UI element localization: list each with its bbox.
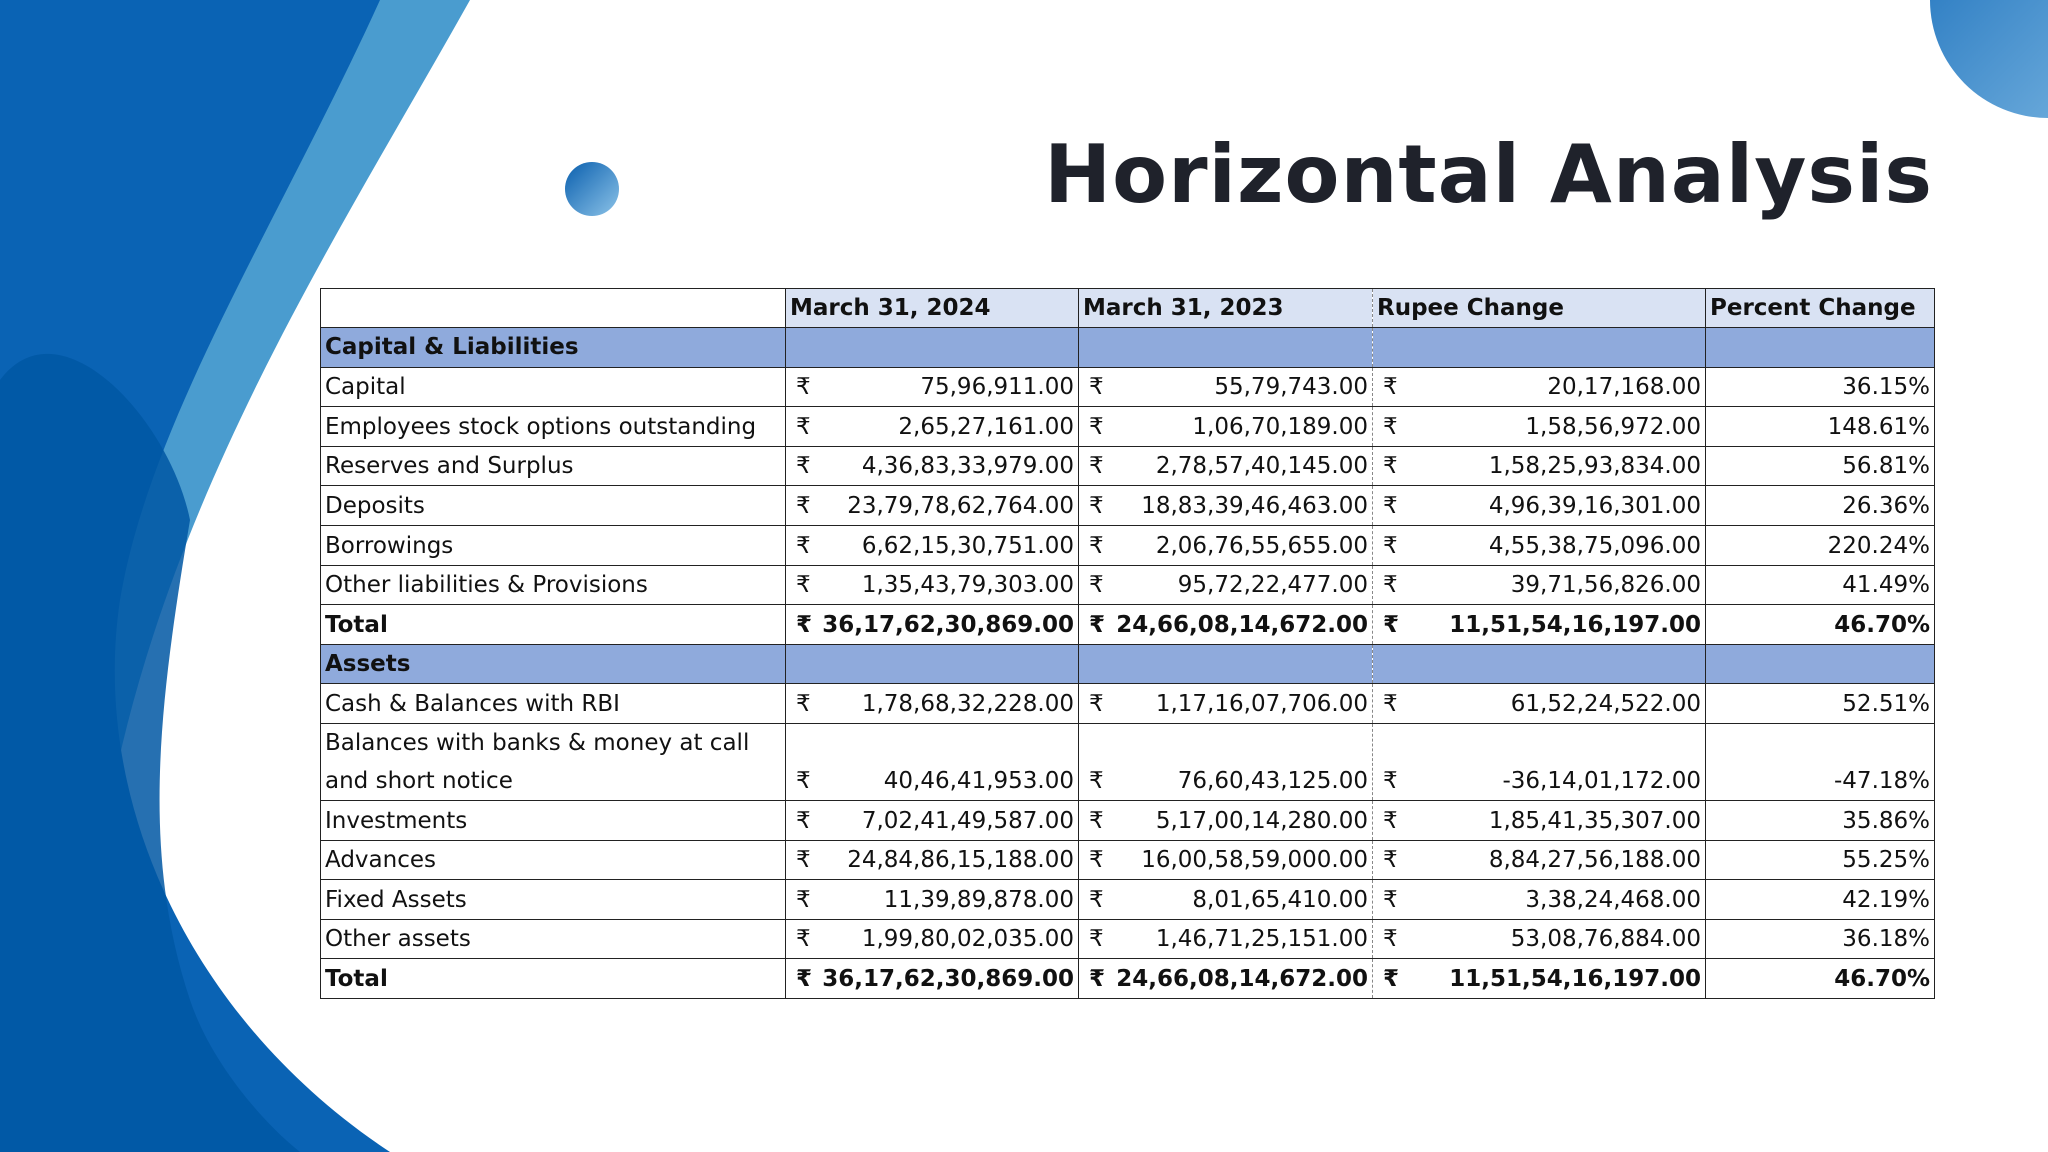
cell-2024 xyxy=(786,684,1079,724)
cell-percent-change: 36.15% xyxy=(1706,367,1935,407)
header-march-2024: March 31, 2024 xyxy=(786,289,1079,328)
cell-2023 xyxy=(1079,605,1373,645)
cell-rupee-change-content xyxy=(1377,762,1701,800)
cell-rupee-change-value: 1,58,56,972.00 xyxy=(1525,413,1701,440)
rupee-symbol: ₹ xyxy=(796,532,811,559)
cell-percent-change: 35.86% xyxy=(1706,800,1935,840)
dark-blue-swoosh xyxy=(0,354,300,1152)
cell-2023 xyxy=(1079,446,1373,486)
section-title: Assets xyxy=(321,644,786,684)
row-label: Total xyxy=(321,959,786,999)
cell-2023 xyxy=(1079,880,1373,920)
table-row xyxy=(321,919,1935,959)
cell-2023-value: 8,01,65,410.00 xyxy=(1192,886,1368,913)
rupee-symbol: ₹ xyxy=(1089,807,1104,834)
table-row xyxy=(321,446,1935,486)
cell-2023-content xyxy=(1083,566,1368,604)
section-fill xyxy=(1373,644,1706,684)
rupee-symbol: ₹ xyxy=(1089,492,1104,519)
cell-percent-change: 42.19% xyxy=(1706,880,1935,920)
cell-2024-value: 40,46,41,953.00 xyxy=(883,767,1074,794)
cell-rupee-change xyxy=(1373,800,1706,840)
table-row xyxy=(321,840,1935,880)
cell-rupee-change-content xyxy=(1377,447,1701,485)
rupee-symbol: ₹ xyxy=(1089,690,1104,717)
table-row xyxy=(321,367,1935,407)
table-row xyxy=(321,407,1935,447)
cell-percent-change: 26.36% xyxy=(1706,486,1935,526)
cell-percent-change: 56.81% xyxy=(1706,446,1935,486)
cell-2024 xyxy=(786,919,1079,959)
section-header-row xyxy=(321,328,1935,368)
cell-2024-content xyxy=(790,408,1074,446)
cell-2023-content xyxy=(1083,841,1368,879)
table-row xyxy=(321,880,1935,920)
cell-2024-content xyxy=(790,762,1074,800)
cell-2024-value: 2,65,27,161.00 xyxy=(898,413,1074,440)
rupee-symbol: ₹ xyxy=(796,611,813,638)
cell-2024-content xyxy=(790,802,1074,840)
rupee-symbol: ₹ xyxy=(1089,847,1104,874)
header-march-2023: March 31, 2023 xyxy=(1079,289,1373,328)
rupee-symbol: ₹ xyxy=(1383,413,1398,440)
cell-rupee-change-value: 4,55,38,75,096.00 xyxy=(1488,532,1701,559)
cell-rupee-change xyxy=(1373,723,1706,800)
cell-2024 xyxy=(786,959,1079,999)
rupee-symbol: ₹ xyxy=(1089,532,1104,559)
cell-rupee-change xyxy=(1373,565,1706,605)
cell-percent-change: 46.70% xyxy=(1706,605,1935,645)
rupee-symbol: ₹ xyxy=(1383,374,1398,401)
rupee-symbol: ₹ xyxy=(796,572,811,599)
cell-2023-value: 16,00,58,59,000.00 xyxy=(1141,847,1368,874)
cell-rupee-change xyxy=(1373,605,1706,645)
cell-2023 xyxy=(1079,723,1373,800)
row-label: Advances xyxy=(321,840,786,880)
cell-2023-content xyxy=(1083,487,1368,525)
cell-2023-value: 18,83,39,46,463.00 xyxy=(1141,492,1368,519)
cell-2024-content xyxy=(790,881,1074,919)
cell-2023-value: 2,78,57,40,145.00 xyxy=(1155,453,1368,480)
cell-rupee-change-value: 8,84,27,56,188.00 xyxy=(1488,847,1701,874)
cell-2024-value: 24,84,86,15,188.00 xyxy=(847,847,1074,874)
rupee-symbol: ₹ xyxy=(796,965,813,992)
cell-2024-content xyxy=(790,841,1074,879)
cell-rupee-change-value: 3,38,24,468.00 xyxy=(1525,886,1701,913)
cell-rupee-change xyxy=(1373,367,1706,407)
rupee-symbol: ₹ xyxy=(1089,572,1104,599)
cell-rupee-change-content xyxy=(1377,685,1701,723)
rupee-symbol: ₹ xyxy=(1383,453,1398,480)
cell-rupee-change xyxy=(1373,525,1706,565)
cell-2024-value: 1,99,80,02,035.00 xyxy=(861,926,1074,953)
cell-2023-value: 1,17,16,07,706.00 xyxy=(1155,690,1368,717)
cell-rupee-change-content xyxy=(1377,368,1701,406)
cell-2023-value: 1,46,71,25,151.00 xyxy=(1155,926,1368,953)
cell-2024 xyxy=(786,407,1079,447)
rupee-symbol: ₹ xyxy=(1383,572,1398,599)
accent-dot xyxy=(565,162,619,216)
rupee-symbol: ₹ xyxy=(796,807,811,834)
rupee-symbol: ₹ xyxy=(1383,965,1400,992)
cell-2023 xyxy=(1079,486,1373,526)
cell-rupee-change-value: 1,85,41,35,307.00 xyxy=(1488,807,1701,834)
cell-2023-content xyxy=(1083,368,1368,406)
cell-2024 xyxy=(786,605,1079,645)
table-row xyxy=(321,723,1935,800)
cell-rupee-change-content xyxy=(1377,881,1701,919)
rupee-symbol: ₹ xyxy=(1383,886,1398,913)
cell-2023 xyxy=(1079,840,1373,880)
cell-percent-change: -47.18% xyxy=(1706,723,1935,800)
row-label: Capital xyxy=(321,367,786,407)
cell-2024-value: 1,35,43,79,303.00 xyxy=(861,572,1074,599)
row-label: Total xyxy=(321,605,786,645)
section-fill xyxy=(1079,328,1373,368)
table-row xyxy=(321,525,1935,565)
cell-2023 xyxy=(1079,565,1373,605)
rupee-symbol: ₹ xyxy=(1383,926,1398,953)
cell-2024 xyxy=(786,840,1079,880)
table-header-row xyxy=(321,289,1935,328)
cell-2024-value: 6,62,15,30,751.00 xyxy=(861,532,1074,559)
rupee-symbol: ₹ xyxy=(796,767,811,794)
section-fill xyxy=(786,644,1079,684)
cell-rupee-change xyxy=(1373,684,1706,724)
cell-2024-value: 36,17,62,30,869.00 xyxy=(822,965,1074,992)
row-label: Reserves and Surplus xyxy=(321,446,786,486)
cell-2024-value: 1,78,68,32,228.00 xyxy=(861,690,1074,717)
cell-2023-content xyxy=(1083,762,1368,800)
cell-rupee-change-value: 53,08,76,884.00 xyxy=(1510,926,1701,953)
cell-2023-content xyxy=(1083,960,1368,998)
cell-rupee-change xyxy=(1373,840,1706,880)
cell-2024-value: 4,36,83,33,979.00 xyxy=(861,453,1074,480)
rupee-symbol: ₹ xyxy=(1089,886,1104,913)
cell-percent-change: 46.70% xyxy=(1706,959,1935,999)
rupee-symbol: ₹ xyxy=(1089,965,1106,992)
section-fill xyxy=(1706,644,1935,684)
cell-rupee-change-value: 11,51,54,16,197.00 xyxy=(1449,611,1701,638)
row-label: Deposits xyxy=(321,486,786,526)
cell-rupee-change-value: -36,14,01,172.00 xyxy=(1502,767,1701,794)
rupee-symbol: ₹ xyxy=(1383,492,1398,519)
row-label: Balances with banks & money at call and short notice xyxy=(321,723,786,800)
rupee-symbol: ₹ xyxy=(796,453,811,480)
cell-2023-value: 95,72,22,477.00 xyxy=(1177,572,1368,599)
cell-2024-value: 11,39,89,878.00 xyxy=(883,886,1074,913)
rupee-symbol: ₹ xyxy=(796,374,811,401)
cell-rupee-change-content xyxy=(1377,487,1701,525)
cell-percent-change: 220.24% xyxy=(1706,525,1935,565)
cell-2023-value: 55,79,743.00 xyxy=(1214,374,1368,401)
table-row xyxy=(321,565,1935,605)
section-fill xyxy=(786,328,1079,368)
cell-2024-value: 36,17,62,30,869.00 xyxy=(822,611,1074,638)
cell-2024-value: 23,79,78,62,764.00 xyxy=(847,492,1074,519)
rupee-symbol: ₹ xyxy=(796,413,811,440)
cell-rupee-change-content xyxy=(1377,408,1701,446)
cell-rupee-change xyxy=(1373,446,1706,486)
section-fill xyxy=(1373,328,1706,368)
cell-2024-content xyxy=(790,447,1074,485)
section-title: Capital & Liabilities xyxy=(321,328,786,368)
table-row xyxy=(321,800,1935,840)
rupee-symbol: ₹ xyxy=(796,886,811,913)
horizontal-analysis-table xyxy=(320,288,1935,999)
rupee-symbol: ₹ xyxy=(1383,767,1398,794)
cell-2024-content xyxy=(790,527,1074,565)
cell-2024 xyxy=(786,525,1079,565)
rupee-symbol: ₹ xyxy=(796,926,811,953)
cell-rupee-change xyxy=(1373,959,1706,999)
row-label: Other liabilities & Provisions xyxy=(321,565,786,605)
table-row xyxy=(321,486,1935,526)
total-row xyxy=(321,959,1935,999)
cell-2023-content xyxy=(1083,408,1368,446)
slide-title: Horizontal Analysis xyxy=(1044,128,1933,221)
cell-2024-content xyxy=(790,368,1074,406)
rupee-symbol: ₹ xyxy=(1089,374,1104,401)
rupee-symbol: ₹ xyxy=(1383,807,1398,834)
cell-2023-value: 76,60,43,125.00 xyxy=(1177,767,1368,794)
cell-2024-content xyxy=(790,960,1074,998)
cell-rupee-change-value: 20,17,168.00 xyxy=(1547,374,1701,401)
cell-2024-content xyxy=(790,487,1074,525)
corner-circle xyxy=(1930,0,2048,118)
cell-2024-content xyxy=(790,920,1074,958)
cell-2023-value: 24,66,08,14,672.00 xyxy=(1116,965,1368,992)
cell-rupee-change xyxy=(1373,407,1706,447)
cell-rupee-change xyxy=(1373,486,1706,526)
cell-rupee-change xyxy=(1373,919,1706,959)
rupee-symbol: ₹ xyxy=(1089,767,1104,794)
section-fill xyxy=(1079,644,1373,684)
header-percent-change: Percent Change xyxy=(1706,289,1935,328)
cell-2024 xyxy=(786,367,1079,407)
rupee-symbol: ₹ xyxy=(1089,926,1104,953)
cell-2024 xyxy=(786,486,1079,526)
section-header-row xyxy=(321,644,1935,684)
cell-rupee-change-content xyxy=(1377,802,1701,840)
cell-2023 xyxy=(1079,407,1373,447)
cell-2023-content xyxy=(1083,527,1368,565)
rupee-symbol: ₹ xyxy=(1383,532,1398,559)
cell-rupee-change-content xyxy=(1377,960,1701,998)
cell-2023 xyxy=(1079,367,1373,407)
cell-2024 xyxy=(786,565,1079,605)
cell-rupee-change xyxy=(1373,880,1706,920)
cell-2023 xyxy=(1079,800,1373,840)
total-row xyxy=(321,605,1935,645)
row-label: Employees stock options outstanding xyxy=(321,407,786,447)
table-body xyxy=(321,328,1935,999)
row-label: Fixed Assets xyxy=(321,880,786,920)
rupee-symbol: ₹ xyxy=(1089,453,1104,480)
cell-rupee-change-content xyxy=(1377,841,1701,879)
cell-2023-value: 2,06,76,55,655.00 xyxy=(1155,532,1368,559)
row-label: Cash & Balances with RBI xyxy=(321,684,786,724)
cell-rupee-change-value: 61,52,24,522.00 xyxy=(1510,690,1701,717)
rupee-symbol: ₹ xyxy=(1089,611,1106,638)
cell-2023-content xyxy=(1083,447,1368,485)
section-fill xyxy=(1706,328,1935,368)
cell-2024 xyxy=(786,880,1079,920)
cell-percent-change: 52.51% xyxy=(1706,684,1935,724)
rupee-symbol: ₹ xyxy=(1089,413,1104,440)
row-label: Borrowings xyxy=(321,525,786,565)
cell-rupee-change-value: 4,96,39,16,301.00 xyxy=(1488,492,1701,519)
cell-percent-change: 41.49% xyxy=(1706,565,1935,605)
cell-2024 xyxy=(786,446,1079,486)
cell-2023-content xyxy=(1083,606,1368,644)
cell-rupee-change-content xyxy=(1377,606,1701,644)
cell-2024-content xyxy=(790,566,1074,604)
header-blank xyxy=(321,289,786,328)
rupee-symbol: ₹ xyxy=(1383,690,1398,717)
cell-2023 xyxy=(1079,919,1373,959)
rupee-symbol: ₹ xyxy=(796,847,811,874)
cell-2023-value: 24,66,08,14,672.00 xyxy=(1116,611,1368,638)
cell-rupee-change-content xyxy=(1377,566,1701,604)
cell-2023-value: 5,17,00,14,280.00 xyxy=(1155,807,1368,834)
cell-percent-change: 36.18% xyxy=(1706,919,1935,959)
header-rupee-change: Rupee Change xyxy=(1373,289,1706,328)
cell-2024-value: 75,96,911.00 xyxy=(920,374,1074,401)
cell-2023 xyxy=(1079,525,1373,565)
cell-percent-change: 55.25% xyxy=(1706,840,1935,880)
cell-2023-value: 1,06,70,189.00 xyxy=(1192,413,1368,440)
rupee-symbol: ₹ xyxy=(1383,611,1400,638)
cell-2024 xyxy=(786,800,1079,840)
cell-rupee-change-content xyxy=(1377,920,1701,958)
rupee-symbol: ₹ xyxy=(796,690,811,717)
rupee-symbol: ₹ xyxy=(796,492,811,519)
cell-rupee-change-content xyxy=(1377,527,1701,565)
cell-rupee-change-value: 1,58,25,93,834.00 xyxy=(1488,453,1701,480)
cell-2024-value: 7,02,41,49,587.00 xyxy=(861,807,1074,834)
cell-2023 xyxy=(1079,684,1373,724)
cell-2023-content xyxy=(1083,920,1368,958)
cell-percent-change: 148.61% xyxy=(1706,407,1935,447)
cell-2023-content xyxy=(1083,685,1368,723)
row-label: Investments xyxy=(321,800,786,840)
row-label: Other assets xyxy=(321,919,786,959)
cell-rupee-change-value: 11,51,54,16,197.00 xyxy=(1449,965,1701,992)
rupee-symbol: ₹ xyxy=(1383,847,1398,874)
table-row xyxy=(321,684,1935,724)
cell-2024-content xyxy=(790,606,1074,644)
cell-2023 xyxy=(1079,959,1373,999)
cell-2023-content xyxy=(1083,881,1368,919)
cell-2024 xyxy=(786,723,1079,800)
cell-rupee-change-value: 39,71,56,826.00 xyxy=(1510,572,1701,599)
cell-2023-content xyxy=(1083,802,1368,840)
cell-2024-content xyxy=(790,685,1074,723)
